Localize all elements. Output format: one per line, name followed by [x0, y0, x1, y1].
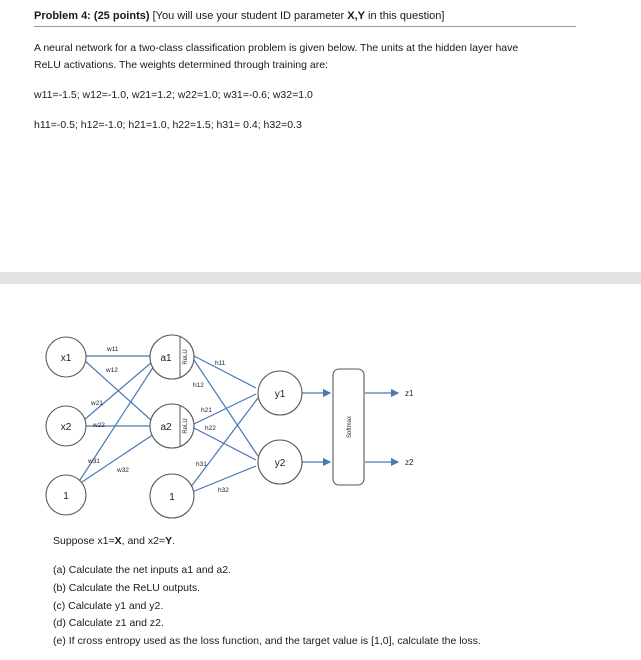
- label-h32: h32: [218, 487, 229, 494]
- label-w31: w31: [88, 458, 100, 465]
- label-w32: w32: [117, 467, 129, 474]
- title-divider: [34, 26, 576, 27]
- label-w21: w21: [91, 400, 103, 407]
- description-line-2: ReLU activations. The weights determined through training are:: [34, 59, 328, 71]
- softmax-label: Softmax: [347, 415, 353, 439]
- label-h31: h31: [196, 461, 207, 468]
- label-w11: w11: [107, 346, 119, 353]
- suppose-end: .: [172, 535, 176, 547]
- question-part-e: (e) If cross entropy used as the loss function, and the target value is [1,0], calculate the loss.: [53, 635, 481, 647]
- input-weights-text: w11=-1.5; w12=-1.0, w21=1.2; w22=1.0; w31=-0.6; w32=1.0: [34, 89, 313, 101]
- question-part-c: (c) Calculate y1 and y2.: [53, 600, 164, 612]
- relu-label-a1: ReLU: [183, 349, 189, 365]
- problem-label: Problem 4: (25 points): [34, 10, 150, 22]
- node-a1-label: a1: [160, 353, 172, 364]
- question-part-a: (a) Calculate the net inputs a1 and a2.: [53, 564, 232, 576]
- question-part-b: (b) Calculate the ReLU outputs.: [53, 582, 201, 594]
- label-h21: h21: [201, 407, 212, 414]
- hidden-output-edges: [190, 356, 258, 492]
- page-separator-band: [0, 272, 641, 284]
- label-h22: h22: [205, 425, 216, 432]
- edge-h22: [194, 428, 256, 460]
- output-z2-label: z2: [405, 458, 414, 467]
- suppose-prefix: Suppose x1=: [53, 535, 115, 547]
- problem-title: [34, 9, 444, 23]
- node-bias-input-label: 1: [63, 491, 69, 502]
- hidden-weights-text: h11=-0.5; h12=-1.0; h21=1.0, h22=1.5; h31= 0.4; h32=0.3: [34, 119, 302, 131]
- suppose-x: X: [114, 535, 122, 547]
- neural-network-diagram: [0, 284, 641, 534]
- question-part-d: (d) Calculate z1 and z2.: [53, 617, 164, 629]
- node-y1-label: y1: [274, 389, 286, 400]
- description-line-1: A neural network for a two-class classification problem is given below. The units at the hidden layer have: [34, 42, 519, 54]
- suppose-statement: [53, 534, 175, 548]
- suppose-mid: , and x2=: [121, 535, 166, 547]
- problem-note-suffix: in this question]: [364, 10, 445, 22]
- problem-note-prefix: [You will use your student ID parameter: [149, 10, 348, 22]
- node-x1-label: x1: [60, 353, 72, 364]
- suppose-y: Y: [165, 535, 173, 547]
- node-bias-hidden-label: 1: [169, 492, 175, 503]
- label-h12: h12: [193, 382, 204, 389]
- label-w12: w12: [106, 367, 118, 374]
- problem-note-param: X,Y: [347, 10, 365, 22]
- node-y2-label: y2: [274, 458, 286, 469]
- label-h11: h11: [215, 360, 226, 367]
- relu-label-a2: ReLU: [183, 418, 189, 434]
- node-x2-label: x2: [60, 422, 72, 433]
- output-z1-label: z1: [405, 389, 414, 398]
- node-a2-label: a2: [160, 422, 172, 433]
- label-w22: w22: [93, 422, 105, 429]
